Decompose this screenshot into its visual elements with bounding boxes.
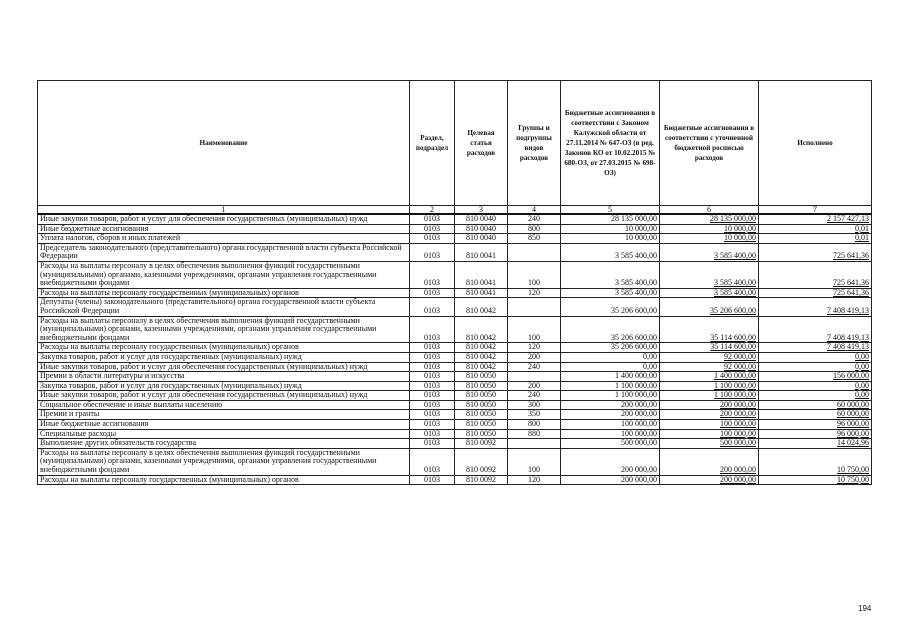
table-row <box>38 429 872 439</box>
cell-executed: 0,00 <box>759 352 872 362</box>
column-number: 4 <box>508 206 561 215</box>
header-groups: Группы и подгруппы видов расходов <box>508 81 561 206</box>
cell-budget-refined: 10 000,00 <box>660 224 759 234</box>
header-target: Целевая статья расходов <box>455 81 508 206</box>
table-row <box>38 420 872 430</box>
cell-target: 810 0042 <box>455 362 508 372</box>
cell-section: 0103 <box>410 298 455 316</box>
table-body <box>38 214 872 485</box>
table-row <box>38 475 872 485</box>
cell-section: 0103 <box>410 261 455 288</box>
table-row <box>38 224 872 234</box>
cell-executed: 2 157 427,13 <box>759 214 872 224</box>
cell-section: 0103 <box>410 391 455 401</box>
cell-executed: 156 000,00 <box>759 372 872 382</box>
cell-budget-law: 0,00 <box>561 352 660 362</box>
cell-executed: 0,00 <box>759 391 872 401</box>
cell-budget-refined: 28 135 000,00 <box>660 214 759 224</box>
cell-executed: 96 000,00 <box>759 420 872 430</box>
cell-target: 810 0050 <box>455 381 508 391</box>
cell-group: 100 <box>508 261 561 288</box>
cell-budget-refined: 92 000,00 <box>660 352 759 362</box>
cell-budget-law: 1 100 000,00 <box>561 391 660 401</box>
cell-section: 0103 <box>410 224 455 234</box>
cell-executed: 60 000,00 <box>759 400 872 410</box>
table-row <box>38 316 872 343</box>
cell-group: 100 <box>508 316 561 343</box>
cell-budget-refined: 1 400 000,00 <box>660 372 759 382</box>
cell-target: 810 0050 <box>455 410 508 420</box>
cell-name: Выполнение других обязательств государства <box>38 439 410 449</box>
budget-table <box>37 80 872 485</box>
cell-executed: 10 750,00 <box>759 475 872 485</box>
table-row <box>38 439 872 449</box>
cell-group: 300 <box>508 400 561 410</box>
cell-target: 810 0092 <box>455 439 508 449</box>
cell-budget-law: 3 585 400,00 <box>561 288 660 298</box>
cell-executed: 60 000,00 <box>759 410 872 420</box>
cell-executed: 0,00 <box>759 381 872 391</box>
cell-group: 350 <box>508 410 561 420</box>
cell-budget-law: 500 000,00 <box>561 439 660 449</box>
cell-name: Закупка товаров, работ и услуг для государственных (муниципальных) нужд <box>38 381 410 391</box>
cell-name: Расходы на выплаты персоналу в целях обеспечения выполнения функций государственными (муниципальными) органами, казенными учреждениями, органами управления государственными внебюджетными фондами <box>38 316 410 343</box>
cell-budget-law: 10 000,00 <box>561 224 660 234</box>
table-row <box>38 362 872 372</box>
cell-budget-law: 1 100 000,00 <box>561 381 660 391</box>
cell-target: 810 0040 <box>455 214 508 224</box>
cell-budget-refined: 3 585 400,00 <box>660 288 759 298</box>
table-row <box>38 261 872 288</box>
cell-target: 810 0050 <box>455 391 508 401</box>
cell-section: 0103 <box>410 372 455 382</box>
cell-section: 0103 <box>410 439 455 449</box>
cell-name: Иные закупки товаров, работ и услуг для обеспечения государственных (муниципальных) нужд <box>38 214 410 224</box>
cell-name: Социальное обеспечение и иные выплаты населению <box>38 400 410 410</box>
table-row <box>38 391 872 401</box>
table-row <box>38 372 872 382</box>
cell-name: Расходы на выплаты персоналу в целях обеспечения выполнения функций государственными (муниципальными) органами, казенными учреждениями, органами управления государственными внебюджетными фондами <box>38 448 410 475</box>
cell-section: 0103 <box>410 352 455 362</box>
cell-target: 810 0050 <box>455 420 508 430</box>
cell-budget-refined: 1 100 000,00 <box>660 381 759 391</box>
cell-executed: 96 000,00 <box>759 429 872 439</box>
cell-target: 810 0050 <box>455 400 508 410</box>
cell-name: Расходы на выплаты персоналу государственных (муниципальных) органов <box>38 343 410 353</box>
cell-executed: 14 024,96 <box>759 439 872 449</box>
cell-section: 0103 <box>410 362 455 372</box>
cell-group: 240 <box>508 391 561 401</box>
table-row <box>38 448 872 475</box>
cell-budget-refined: 500 000,00 <box>660 439 759 449</box>
cell-section: 0103 <box>410 343 455 353</box>
cell-name: Расходы на выплаты персоналу государственных (муниципальных) органов <box>38 288 410 298</box>
cell-budget-refined: 100 000,00 <box>660 429 759 439</box>
header-budget-law: Бюджетные ассигнования в соответствии с Законом Калужской области от 27.11.2014 № 647-ОЗ (в ред. Законов КО от 10.02.2015 № 680-ОЗ, от 27.03.2015 № 698-ОЗ) <box>561 81 660 206</box>
cell-target: 810 0092 <box>455 448 508 475</box>
header-section: Раздел, подраздел <box>410 81 455 206</box>
budget-table-sheet <box>37 80 871 485</box>
table-row <box>38 234 872 244</box>
cell-budget-refined: 3 585 400,00 <box>660 261 759 288</box>
table-row <box>38 343 872 353</box>
cell-section: 0103 <box>410 400 455 410</box>
cell-budget-refined: 200 000,00 <box>660 400 759 410</box>
cell-executed: 0,01 <box>759 224 872 234</box>
cell-budget-refined: 200 000,00 <box>660 448 759 475</box>
cell-executed: 0,01 <box>759 234 872 244</box>
cell-executed: 7 408 419,13 <box>759 298 872 316</box>
cell-name: Премии и гранты <box>38 410 410 420</box>
cell-budget-law: 35 206 600,00 <box>561 343 660 353</box>
cell-budget-law: 35 206 600,00 <box>561 316 660 343</box>
cell-section: 0103 <box>410 448 455 475</box>
header-row <box>38 81 872 206</box>
cell-group <box>508 243 561 261</box>
cell-budget-law: 200 000,00 <box>561 448 660 475</box>
cell-target: 810 0042 <box>455 352 508 362</box>
cell-name: Расходы на выплаты персоналу в целях обеспечения выполнения функций государственными (муниципальными) органами, казенными учреждениями, органами управления государственными внебюджетными фондами <box>38 261 410 288</box>
cell-target: 810 0041 <box>455 261 508 288</box>
column-number: 3 <box>455 206 508 215</box>
cell-target: 810 0050 <box>455 429 508 439</box>
cell-group: 240 <box>508 214 561 224</box>
cell-target: 810 0040 <box>455 224 508 234</box>
cell-group <box>508 298 561 316</box>
cell-section: 0103 <box>410 316 455 343</box>
cell-budget-law: 10 000,00 <box>561 234 660 244</box>
cell-group <box>508 439 561 449</box>
cell-target: 810 0041 <box>455 243 508 261</box>
cell-budget-refined: 35 206 600,00 <box>660 298 759 316</box>
cell-budget-refined: 1 100 000,00 <box>660 391 759 401</box>
cell-target: 810 0042 <box>455 316 508 343</box>
cell-executed: 0,00 <box>759 362 872 372</box>
cell-executed: 725 641,36 <box>759 261 872 288</box>
cell-group: 120 <box>508 343 561 353</box>
cell-section: 0103 <box>410 234 455 244</box>
table-row <box>38 381 872 391</box>
cell-target: 810 0040 <box>455 234 508 244</box>
column-number: 6 <box>660 206 759 215</box>
cell-budget-law: 3 585 400,00 <box>561 261 660 288</box>
cell-group: 240 <box>508 362 561 372</box>
cell-name: Специальные расходы <box>38 429 410 439</box>
cell-group <box>508 372 561 382</box>
cell-budget-refined: 10 000,00 <box>660 234 759 244</box>
cell-name: Иные бюджетные ассигнования <box>38 224 410 234</box>
cell-name: Уплата налогов, сборов и иных платежей <box>38 234 410 244</box>
header-executed: Исполнено <box>759 81 872 206</box>
table-row <box>38 410 872 420</box>
cell-budget-law: 200 000,00 <box>561 400 660 410</box>
cell-group: 800 <box>508 224 561 234</box>
cell-group: 120 <box>508 475 561 485</box>
cell-group: 100 <box>508 448 561 475</box>
cell-executed: 7 408 419,13 <box>759 343 872 353</box>
cell-budget-refined: 92 000,00 <box>660 362 759 372</box>
cell-section: 0103 <box>410 429 455 439</box>
cell-name: Председатель законодательного (представительного) органа государственной власти субъекта Российской Федерации <box>38 243 410 261</box>
cell-section: 0103 <box>410 381 455 391</box>
column-number: 2 <box>410 206 455 215</box>
cell-name: Иные закупки товаров, работ и услуг для обеспечения государственных (муниципальных) нужд <box>38 391 410 401</box>
cell-budget-law: 35 206 600,00 <box>561 298 660 316</box>
column-number: 1 <box>38 206 410 215</box>
table-row <box>38 352 872 362</box>
cell-budget-refined: 100 000,00 <box>660 420 759 430</box>
table-row <box>38 400 872 410</box>
cell-executed: 725 641,36 <box>759 243 872 261</box>
cell-budget-refined: 35 114 600,00 <box>660 316 759 343</box>
cell-budget-law: 200 000,00 <box>561 475 660 485</box>
cell-group: 800 <box>508 420 561 430</box>
cell-executed: 10 750,00 <box>759 448 872 475</box>
cell-group: 200 <box>508 352 561 362</box>
cell-name: Депутаты (члены) законодательного (представительного) органа государственной власти субъекта Российской Федерации <box>38 298 410 316</box>
cell-name: Премии в области литературы и искусства <box>38 372 410 382</box>
cell-section: 0103 <box>410 420 455 430</box>
cell-name: Расходы на выплаты персоналу государственных (муниципальных) органов <box>38 475 410 485</box>
cell-target: 810 0092 <box>455 475 508 485</box>
table-row <box>38 288 872 298</box>
cell-budget-refined: 200 000,00 <box>660 410 759 420</box>
cell-section: 0103 <box>410 410 455 420</box>
cell-executed: 725 641,36 <box>759 288 872 298</box>
cell-target: 810 0050 <box>455 372 508 382</box>
column-number: 7 <box>759 206 872 215</box>
cell-name: Иные бюджетные ассигнования <box>38 420 410 430</box>
cell-target: 810 0042 <box>455 343 508 353</box>
cell-target: 810 0041 <box>455 288 508 298</box>
cell-section: 0103 <box>410 288 455 298</box>
header-budget-refined: Бюджетные ассигнования в соответствии с уточненной бюджетной росписью расходов <box>660 81 759 206</box>
cell-section: 0103 <box>410 243 455 261</box>
cell-group: 200 <box>508 381 561 391</box>
table-row <box>38 243 872 261</box>
table-row <box>38 214 872 224</box>
page-number: 194 <box>858 604 872 613</box>
cell-budget-law: 0,00 <box>561 362 660 372</box>
column-number: 5 <box>561 206 660 215</box>
cell-budget-law: 3 585 400,00 <box>561 243 660 261</box>
cell-budget-law: 100 000,00 <box>561 429 660 439</box>
cell-name: Закупка товаров, работ и услуг для государственных (муниципальных) нужд <box>38 352 410 362</box>
column-number-row <box>38 206 872 215</box>
cell-target: 810 0042 <box>455 298 508 316</box>
cell-budget-law: 100 000,00 <box>561 420 660 430</box>
cell-budget-law: 1 400 000,00 <box>561 372 660 382</box>
header-name: Наименование <box>38 81 410 206</box>
cell-budget-law: 28 135 000,00 <box>561 214 660 224</box>
cell-group: 880 <box>508 429 561 439</box>
cell-budget-refined: 200 000,00 <box>660 475 759 485</box>
cell-budget-refined: 35 114 600,00 <box>660 343 759 353</box>
cell-name: Иные закупки товаров, работ и услуг для обеспечения государственных (муниципальных) нужд <box>38 362 410 372</box>
cell-group: 120 <box>508 288 561 298</box>
table-row <box>38 298 872 316</box>
cell-executed: 7 408 419,13 <box>759 316 872 343</box>
cell-section: 0103 <box>410 475 455 485</box>
cell-group: 850 <box>508 234 561 244</box>
cell-budget-refined: 3 585 400,00 <box>660 243 759 261</box>
cell-section: 0103 <box>410 214 455 224</box>
cell-budget-law: 200 000,00 <box>561 410 660 420</box>
